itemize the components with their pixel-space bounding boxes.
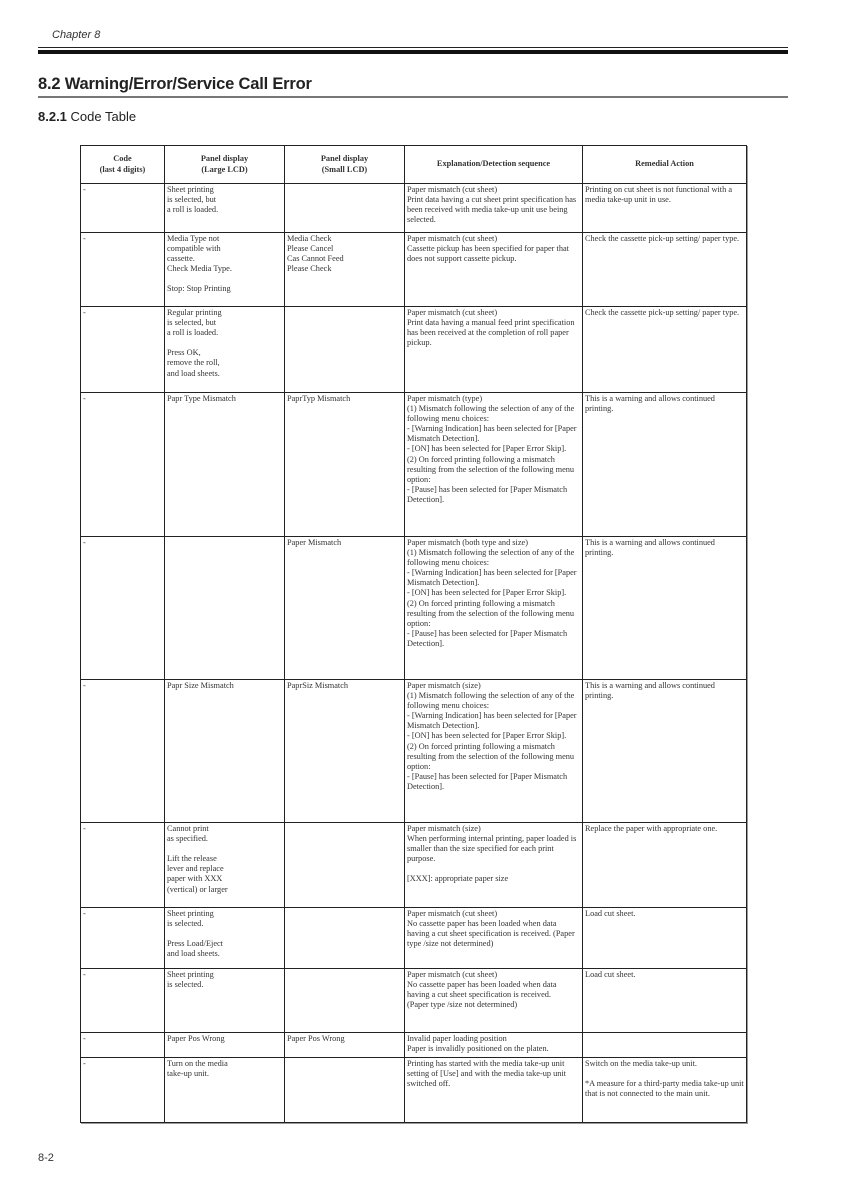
- column-header-small-lcd: Panel display (Small LCD): [285, 146, 405, 184]
- cell-code: -: [81, 680, 165, 823]
- cell-explanation: Paper mismatch (size) (1) Mismatch following the selection of any of the following menu choices: - [Warning Indication] has been selected for [Paper Mismatch Detection]. - [ON] has been selected for [Paper Error Skip]. (2) On forced printing following a mismatch resulting from the selection of the following menu option: - [Pause] has been selected for [Paper Mismatch Detection].: [405, 680, 583, 823]
- cell-large-lcd: Sheet printing is selected.: [165, 969, 285, 1033]
- subsection-title: [38, 109, 136, 124]
- cell-code: -: [81, 823, 165, 908]
- cell-small-lcd: PaprSiz Mismatch: [285, 680, 405, 823]
- cell-explanation: Paper mismatch (both type and size) (1) Mismatch following the selection of any of the following menu choices: - [Warning Indication] has been selected for [Paper Mismatch Detection]. - [ON] has been selected for [Paper Error Skip]. (2) On forced printing following a mismatch resulting from the selection of the following menu option: - [Pause] has been selected for [Paper Mismatch Detection].: [405, 537, 583, 680]
- cell-remedial-action: This is a warning and allows continued printing.: [583, 393, 747, 537]
- table-row: [81, 537, 747, 680]
- cell-remedial-action: Replace the paper with appropriate one.: [583, 823, 747, 908]
- cell-small-lcd: [285, 969, 405, 1033]
- cell-remedial-action: Check the cassette pick-up setting/ paper type.: [583, 233, 747, 307]
- cell-explanation: Paper mismatch (type) (1) Mismatch following the selection of any of the following menu choices: - [Warning Indication] has been selected for [Paper Mismatch Detection]. - [ON] has been selected for [Paper Error Skip]. (2) On forced printing following a mismatch resulting from the selection of the following menu option: - [Pause] has been selected for [Paper Mismatch Detection].: [405, 393, 583, 537]
- cell-small-lcd: [285, 908, 405, 969]
- cell-code: -: [81, 969, 165, 1033]
- section-title-rule: [38, 96, 788, 98]
- column-header-code: Code (last 4 digits): [81, 146, 165, 184]
- cell-explanation: Printing has started with the media take-up unit setting of [Use] and with the media take-up unit switched off.: [405, 1058, 583, 1123]
- table-header-row: [81, 146, 747, 184]
- table-row: [81, 233, 747, 307]
- table-row: [81, 969, 747, 1033]
- code-table: [80, 145, 747, 1123]
- table-row: [81, 1033, 747, 1058]
- cell-code: -: [81, 537, 165, 680]
- cell-small-lcd: Paper Mismatch: [285, 537, 405, 680]
- table-row: [81, 680, 747, 823]
- cell-explanation: Paper mismatch (cut sheet) No cassette paper has been loaded when data having a cut sheet specification is received. (Paper type /size not determined): [405, 908, 583, 969]
- cell-large-lcd: Sheet printing is selected. Press Load/Eject and load sheets.: [165, 908, 285, 969]
- cell-large-lcd: Regular printing is selected, but a roll is loaded. Press OK, remove the roll, and load sheets.: [165, 307, 285, 393]
- cell-small-lcd: PaprTyp Mismatch: [285, 393, 405, 537]
- cell-large-lcd: Sheet printing is selected, but a roll is loaded.: [165, 184, 285, 233]
- cell-explanation: Paper mismatch (cut sheet) No cassette paper has been loaded when data having a cut sheet specification is received. (Paper type /size not determined): [405, 969, 583, 1033]
- cell-large-lcd: Media Type not compatible with cassette. Check Media Type. Stop: Stop Printing: [165, 233, 285, 307]
- cell-explanation: Paper mismatch (cut sheet) Print data having a manual feed print specification has been received at the completion of roll paper pickup.: [405, 307, 583, 393]
- cell-small-lcd: [285, 184, 405, 233]
- table-row: [81, 184, 747, 233]
- chapter-label: Chapter 8: [52, 29, 101, 41]
- column-header-remedial-action: Remedial Action: [583, 146, 747, 184]
- cell-small-lcd: [285, 823, 405, 908]
- cell-remedial-action: This is a warning and allows continued printing.: [583, 537, 747, 680]
- cell-remedial-action: This is a warning and allows continued printing.: [583, 680, 747, 823]
- cell-remedial-action: Check the cassette pick-up setting/ paper type.: [583, 307, 747, 393]
- cell-remedial-action: Load cut sheet.: [583, 908, 747, 969]
- table-row: [81, 823, 747, 908]
- subsection-number: 8.2.1: [38, 109, 67, 124]
- section-title: 8.2 Warning/Error/Service Call Error: [38, 75, 312, 93]
- table-row: [81, 307, 747, 393]
- cell-code: -: [81, 1033, 165, 1058]
- cell-small-lcd: [285, 1058, 405, 1123]
- cell-large-lcd: Cannot print as specified. Lift the release lever and replace paper with XXX (vertical) or larger: [165, 823, 285, 908]
- cell-large-lcd: Papr Type Mismatch: [165, 393, 285, 537]
- cell-explanation: Paper mismatch (size) When performing internal printing, paper loaded is smaller than the size specified for each print purpose. [XXX]: appropriate paper size: [405, 823, 583, 908]
- cell-code: -: [81, 184, 165, 233]
- cell-remedial-action: Load cut sheet.: [583, 969, 747, 1033]
- cell-code: -: [81, 908, 165, 969]
- cell-explanation: Paper mismatch (cut sheet) Cassette pickup has been specified for paper that does not support cassette pickup.: [405, 233, 583, 307]
- cell-large-lcd: Papr Size Mismatch: [165, 680, 285, 823]
- header-rule-thin: [38, 47, 788, 48]
- cell-small-lcd: [285, 307, 405, 393]
- subsection-label: Code Table: [66, 109, 137, 124]
- cell-remedial-action: Switch on the media take-up unit. *A measure for a third-party media take-up unit that is not connected to the main unit.: [583, 1058, 747, 1123]
- table-row: [81, 1058, 747, 1123]
- cell-explanation: Invalid paper loading position Paper is invalidly positioned on the platen.: [405, 1033, 583, 1058]
- cell-explanation: Paper mismatch (cut sheet) Print data having a cut sheet print specification has been received with media take-up unit use being selected.: [405, 184, 583, 233]
- header-rule-thick: [38, 50, 788, 54]
- cell-small-lcd: Paper Pos Wrong: [285, 1033, 405, 1058]
- column-header-large-lcd: Panel display (Large LCD): [165, 146, 285, 184]
- table-row: [81, 393, 747, 537]
- cell-code: -: [81, 307, 165, 393]
- cell-code: -: [81, 233, 165, 307]
- table-row: [81, 908, 747, 969]
- cell-code: -: [81, 1058, 165, 1123]
- cell-remedial-action: Printing on cut sheet is not functional with a media take-up unit in use.: [583, 184, 747, 233]
- page-number: 8-2: [38, 1152, 54, 1164]
- cell-large-lcd: [165, 537, 285, 680]
- cell-large-lcd: Paper Pos Wrong: [165, 1033, 285, 1058]
- cell-remedial-action: [583, 1033, 747, 1058]
- cell-small-lcd: Media Check Please Cancel Cas Cannot Feed Please Check: [285, 233, 405, 307]
- cell-code: -: [81, 393, 165, 537]
- column-header-explanation: Explanation/Detection sequence: [405, 146, 583, 184]
- cell-large-lcd: Turn on the media take-up unit.: [165, 1058, 285, 1123]
